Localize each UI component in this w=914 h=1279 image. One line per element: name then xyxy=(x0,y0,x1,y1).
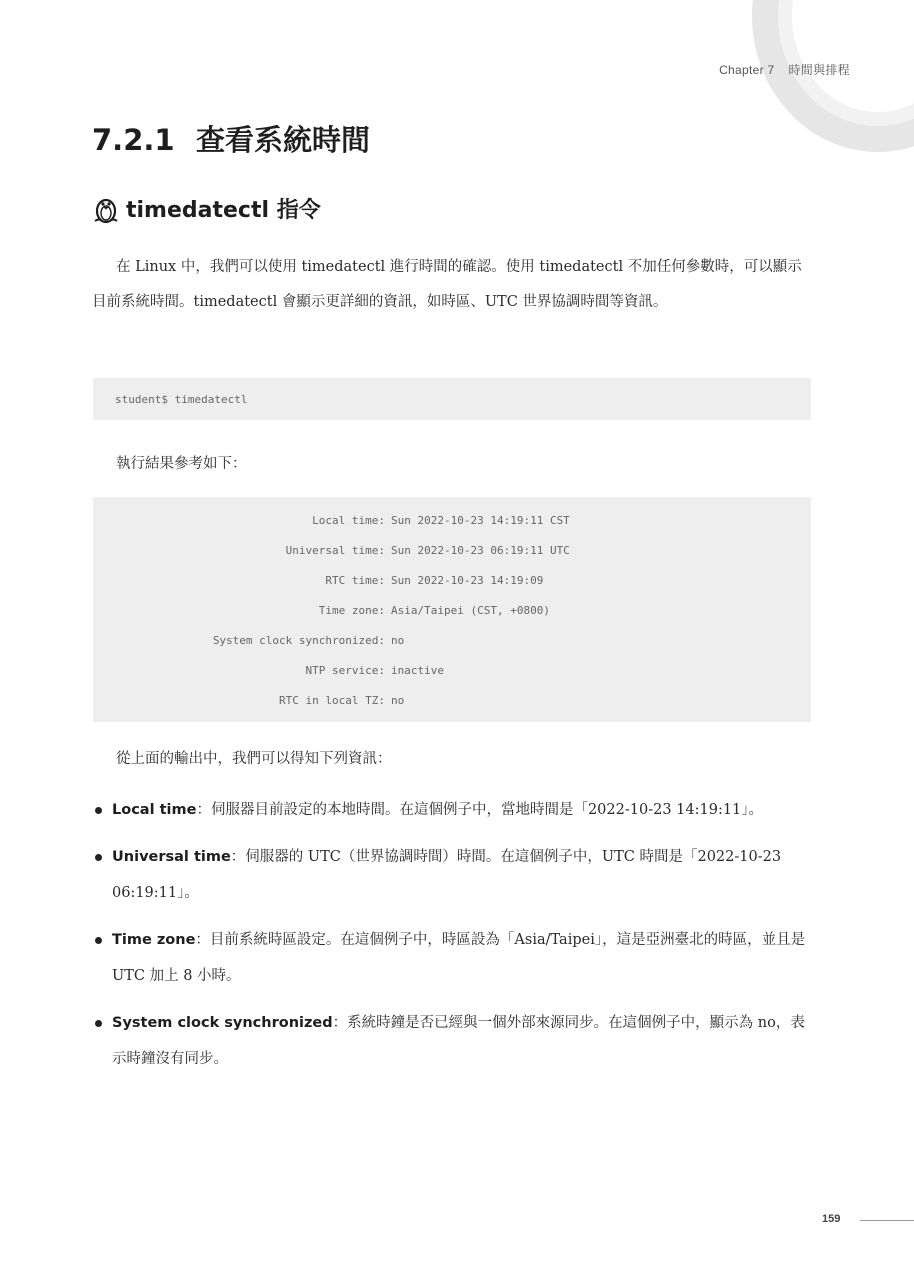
bullet-text: ：伺服器的 UTC（世界協調時間）時間。在這個例子中，UTC 時間是「2022-10-23 06:19:11」。 xyxy=(112,849,782,901)
bullet-term: System clock synchronized xyxy=(112,1015,333,1031)
page-number-rule xyxy=(860,1220,914,1221)
intro-paragraph: 在 Linux 中，我們可以使用 timedatectl 進行時間的確認。使用 timedatectl 不加任何參數時，可以顯示目前系統時間。timedatectl 會顯示更詳細的資訊，如時區、UTC 世界協調時間等資訊。 xyxy=(92,259,802,310)
output-value: Asia/Taipei (CST, +0800) xyxy=(391,604,550,617)
tux-penguin-icon xyxy=(92,194,120,224)
list-item xyxy=(92,839,814,911)
bullet-dot-icon xyxy=(95,1020,102,1027)
output-key: System clock synchronized: xyxy=(212,634,385,647)
output-value: no xyxy=(391,694,405,707)
bullet-dot-icon xyxy=(95,854,102,861)
bullet-term: Time zone xyxy=(112,932,196,948)
section-heading xyxy=(92,118,370,159)
running-head xyxy=(719,61,850,78)
section-number: 7.2.1 xyxy=(92,123,175,157)
command-code-block: student$ timedatectl xyxy=(93,378,811,420)
bullet-dot-icon xyxy=(95,937,102,944)
output-line xyxy=(93,690,811,720)
output-line xyxy=(93,630,811,660)
running-head-chapter-title: 時間與排程 xyxy=(788,63,850,77)
info-bullet-list xyxy=(92,792,814,1088)
output-intro-paragraph: 從上面的輸出中，我們可以得知下列資訊： xyxy=(116,751,392,767)
output-line xyxy=(93,600,811,630)
command-output-block xyxy=(93,497,811,722)
list-item xyxy=(92,922,814,994)
running-head-chapter: Chapter 7 xyxy=(719,63,775,77)
output-key: Local time: xyxy=(312,514,385,527)
output-value: Sun 2022-10-23 14:19:09 xyxy=(391,574,544,587)
output-line xyxy=(93,660,811,690)
output-key: NTP service: xyxy=(305,664,385,677)
bullet-text: ：系統時鐘是否已經與一個外部來源同步。在這個例子中，顯示為 no，表示時鐘沒有同步。 xyxy=(112,1015,805,1067)
subsection-heading xyxy=(92,193,321,224)
output-line xyxy=(93,570,811,600)
output-value: Sun 2022-10-23 06:19:11 UTC xyxy=(391,544,570,557)
output-value: Sun 2022-10-23 14:19:11 CST xyxy=(391,514,570,527)
output-key: RTC time: xyxy=(325,574,385,587)
result-intro-paragraph: 執行結果參考如下： xyxy=(116,456,247,472)
bullet-term: Local time xyxy=(112,802,197,818)
bullet-text: ：目前系統時區設定。在這個例子中，時區設為「Asia/Taipei」，這是亞洲臺北的時區，並且是 UTC 加上 8 小時。 xyxy=(112,932,806,984)
output-line xyxy=(93,510,811,540)
bullet-dot-icon xyxy=(95,807,102,814)
subsection-title-text: timedatectl 指令 xyxy=(126,198,321,223)
output-value: inactive xyxy=(391,664,444,677)
output-key: RTC in local TZ: xyxy=(279,694,385,707)
output-value: no xyxy=(391,634,405,647)
bullet-term: Universal time xyxy=(112,849,231,865)
output-key: Universal time: xyxy=(285,544,385,557)
bullet-text: ：伺服器目前設定的本地時間。在這個例子中，當地時間是「2022-10-23 14:19:11」。 xyxy=(196,802,764,818)
output-key: Time zone: xyxy=(318,604,385,617)
list-item xyxy=(92,792,814,828)
list-item xyxy=(92,1005,814,1077)
section-title-text: 查看系統時間 xyxy=(196,123,371,157)
page-number: 159 xyxy=(822,1213,841,1225)
output-line xyxy=(93,540,811,570)
